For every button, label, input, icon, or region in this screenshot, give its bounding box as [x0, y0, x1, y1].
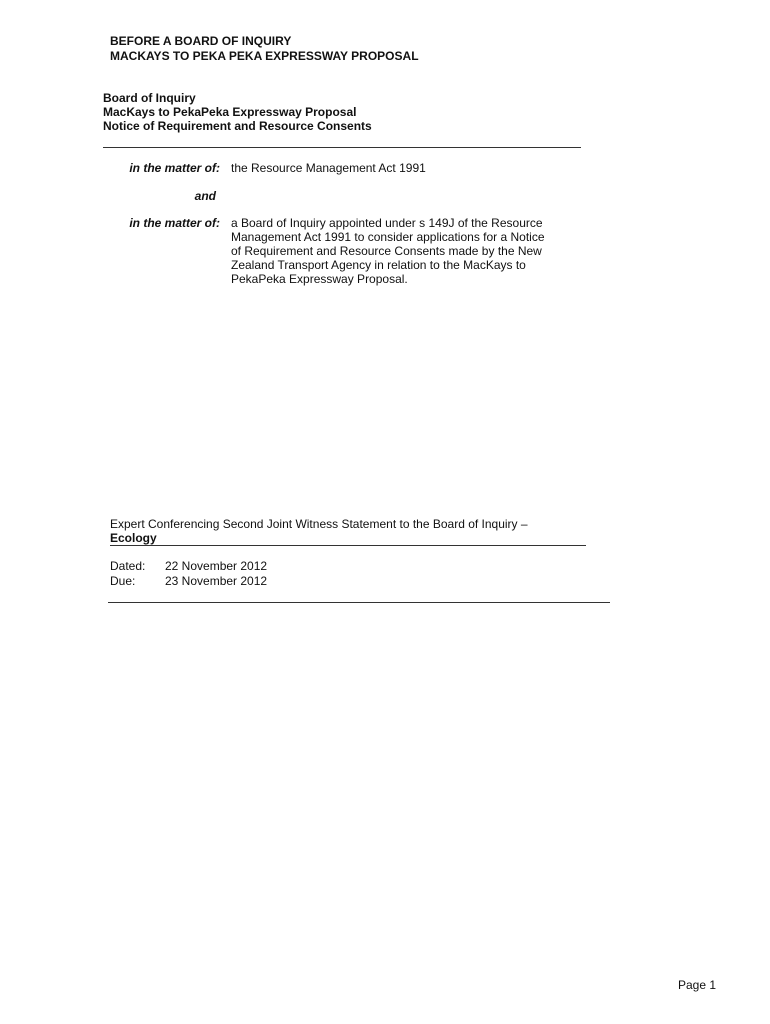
- matter-text-2-line-2: Management Act 1991 to consider applications for a Notice: [231, 230, 545, 244]
- dated-value: 22 November 2012: [165, 559, 268, 573]
- matter-text-1: the Resource Management Act 1991: [231, 161, 426, 175]
- matter-text-2: [231, 216, 581, 286]
- matter-text-2-line-5: PekaPeka Expressway Proposal.: [231, 272, 408, 286]
- board-line-3: Notice of Requirement and Resource Consents: [103, 119, 372, 133]
- board-line-2: MacKays to PekaPeka Expressway Proposal: [103, 105, 357, 119]
- statement-title: Expert Conferencing Second Joint Witness Statement to the Board of Inquiry –: [110, 517, 528, 531]
- page-number: Page 1: [678, 978, 717, 992]
- header-line-2: MACKAYS TO PEKA PEKA EXPRESSWAY PROPOSAL: [110, 49, 419, 63]
- due-label: Due:: [110, 574, 136, 588]
- header-line-1: BEFORE A BOARD OF INQUIRY: [110, 34, 292, 48]
- board-divider: [103, 147, 581, 148]
- statement-divider: [110, 545, 586, 546]
- and-label: and: [194, 189, 216, 203]
- matter-label-1: in the matter of:: [129, 161, 220, 175]
- dated-label: Dated:: [110, 559, 146, 573]
- matter-label-2: in the matter of:: [129, 216, 220, 230]
- dates-divider: [108, 602, 610, 603]
- due-value: 23 November 2012: [165, 574, 268, 588]
- matter-text-2-line-3: of Requirement and Resource Consents made by the New: [231, 244, 542, 258]
- matter-text-2-line-4: Zealand Transport Agency in relation to the MacKays to: [231, 258, 526, 272]
- board-line-1: Board of Inquiry: [103, 91, 196, 105]
- statement-subject: Ecology: [110, 531, 157, 545]
- matter-text-2-line-1: a Board of Inquiry appointed under s 149J of the Resource: [231, 216, 543, 230]
